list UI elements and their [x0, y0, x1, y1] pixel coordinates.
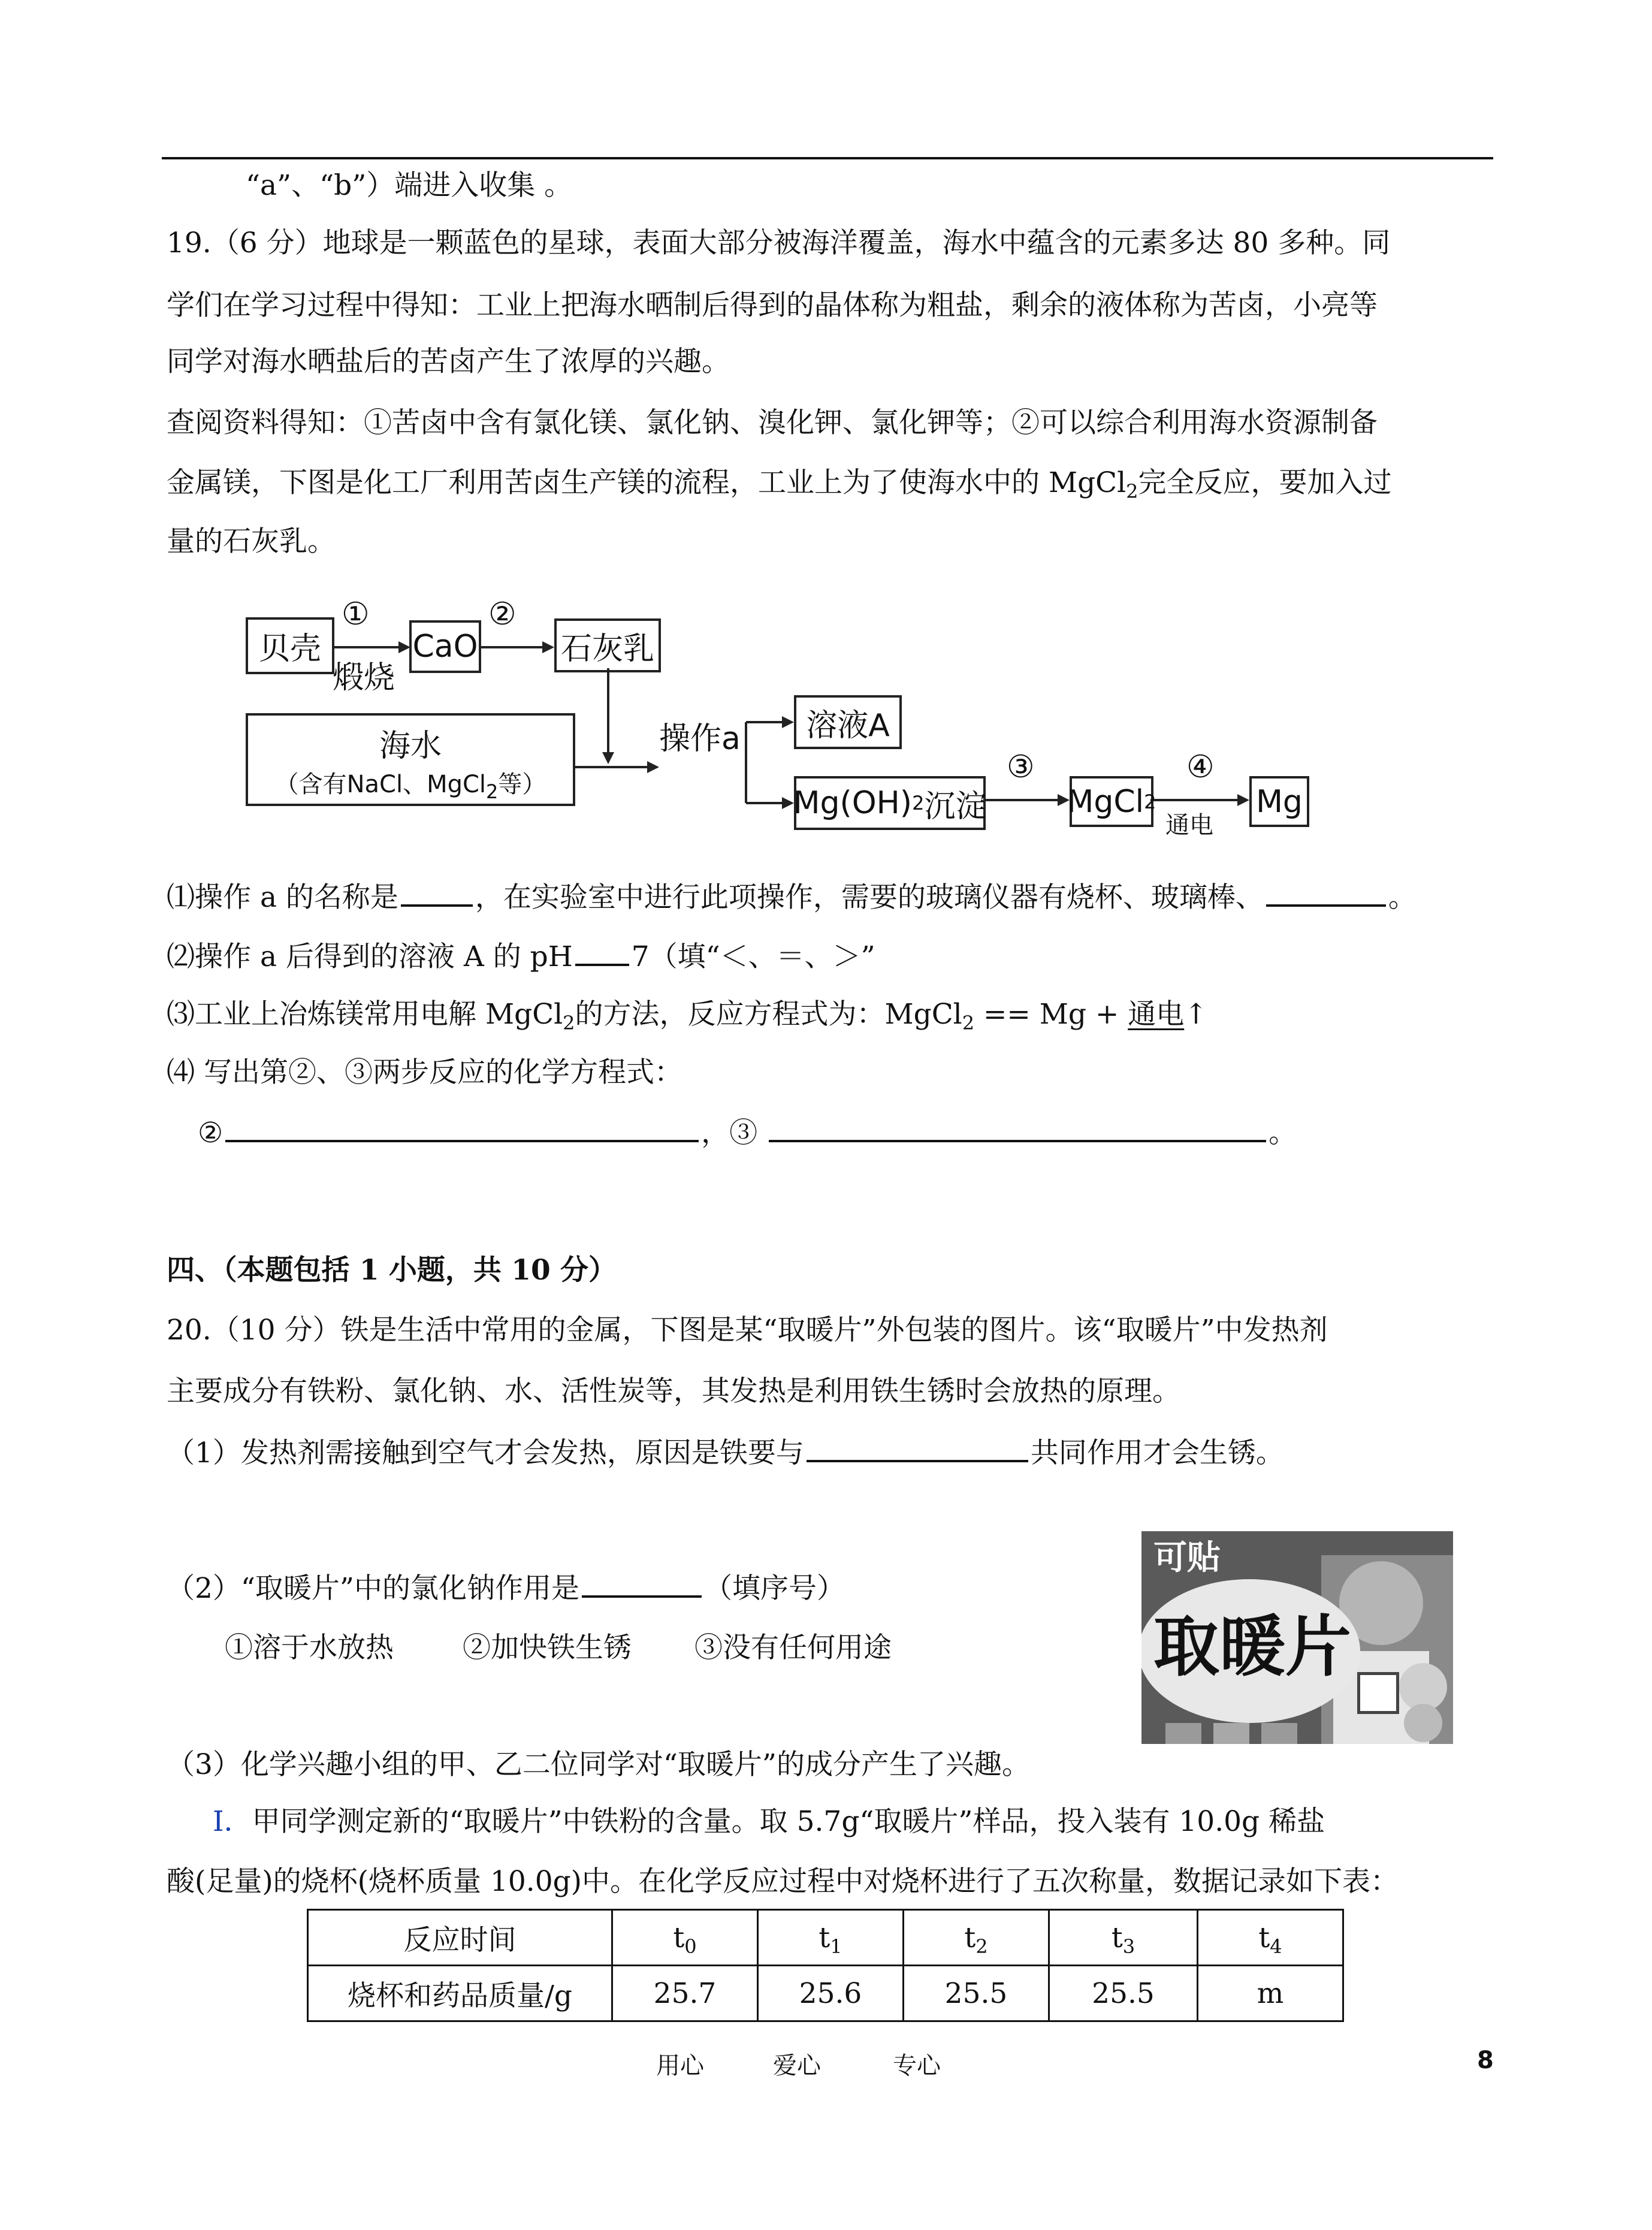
q19-sub-2: ⑵操作 a 后得到的溶液 A 的 pH 7（填“＜、＝、＞” [167, 937, 875, 975]
answer-blank-2 [1266, 878, 1386, 907]
q19-sub-4: ⑷ 写出第②、③两步反应的化学方程式： [167, 1056, 682, 1089]
q19-sub-1: ⑴操作 a 的名称是 ，在实验室中进行此项操作，需要的玻璃仪器有烧杯、玻璃棒、 。 [167, 878, 1417, 916]
mass-data-table [307, 1909, 1344, 2022]
q19-line-3: 同学对海水晒盐后的苦卤产生了浓厚的兴趣。 [167, 345, 730, 378]
q19-line-6: 量的石灰乳。 [167, 525, 336, 558]
answer-blank-1 [401, 878, 473, 907]
node-seawater: 海水 （含有NaCl、MgCl$_2$等） [246, 713, 575, 806]
electrolysis-label: 通电 [1165, 811, 1213, 839]
package-title: 取暖片 [1153, 1609, 1351, 1685]
table-cell: 烧杯和药品质量/g [308, 1966, 612, 2021]
q19-line-4: 查阅资料得知：①苦卤中含有氯化镁、氯化钠、溴化钾、氯化钾等；②可以综合利用海水资源制备 [167, 406, 1378, 439]
table-header-cell: $t_2$ [904, 1910, 1049, 1966]
step-3-label: ③ [1007, 749, 1035, 785]
table-cell: 25.5 [1049, 1966, 1198, 2021]
q20-part-1: （1）发热剂需接触到空气才会发热，原因是铁要与 共同作用才会生锈。 [167, 1434, 1284, 1471]
footer-text-3: 专心 [893, 2052, 941, 2080]
node-lime-milk: 石灰乳 [554, 618, 661, 672]
q20-line-2: 主要成分有铁粉、氯化钠、水、活性炭等，其发热是利用铁生锈时会放热的原理。 [167, 1375, 1180, 1408]
q19-line-5: 金属镁，下图是化工厂利用苦卤生产镁的流程，工业上为了使海水中的 MgCl$_2$完全反应，要加入过 [167, 466, 1392, 503]
q20-options: ①溶于水放热 ②加快铁生锈 ③没有任何用途 [225, 1631, 892, 1664]
package-top-text: 可贴 [1153, 1538, 1221, 1577]
q19-sub-3: ⑶工业上冶炼镁常用电解 MgCl$_2$的方法，反应方程式为：MgCl$_2$ == Mg + 通电↑ [167, 998, 1208, 1034]
table-header-cell: $t_3$ [1049, 1910, 1198, 1966]
seawater-note: （含有NaCl、MgCl$_2$等） [274, 770, 546, 803]
q20-part-2: （2）“取暖片”中的氯化钠作用是 （填序号） [167, 1569, 845, 1607]
step-1-label: ① [342, 596, 370, 632]
q19-line-2: 学们在学习过程中得知：工业上把海水晒制后得到的晶体称为粗盐，剩余的液体称为苦卤，小亮等 [167, 289, 1378, 322]
answer-blank-4 [225, 1114, 699, 1142]
footer-text-1: 用心 [656, 2052, 704, 2080]
answer-blank-5 [769, 1114, 1266, 1142]
table-cell: m [1198, 1966, 1343, 2021]
section-4-heading: 四、（本题包括 1 小题，共 10 分） [167, 1254, 617, 1287]
table-header-cell: $t_1$ [758, 1910, 904, 1966]
answer-blank-6 [807, 1434, 1028, 1462]
table-row [308, 1910, 1343, 1966]
footer-text-2: 爱心 [773, 2052, 821, 2080]
page-number: 8 [1477, 2047, 1494, 2074]
q20-part-3-i-line-1: Ⅰ．甲同学测定新的“取暖片”中铁粉的含量。取 5.7g“取暖片”样品，投入装有 10.0g 稀盐 [213, 1805, 1325, 1838]
table-row [308, 1966, 1343, 2021]
calcine-label: 煅烧 [333, 660, 395, 696]
step-2-label: ② [488, 596, 517, 632]
node-shell: 贝壳 [246, 617, 334, 674]
q20-line-1: 20.（10 分）铁是生活中常用的金属，下图是某“取暖片”外包装的图片。该“取暖片”中发热剂 [167, 1314, 1328, 1347]
node-mgcl2: MgCl 2 [1070, 776, 1153, 827]
table-cell: 25.5 [904, 1966, 1049, 2021]
step-4-label: ④ [1186, 749, 1215, 785]
answer-blank-7 [582, 1569, 702, 1598]
table-cell: 25.7 [612, 1966, 758, 2021]
answer-blank-3 [575, 937, 629, 966]
node-solution-a: 溶液A [794, 695, 902, 749]
previous-question-tail: “a”、“b”）端进入收集 。 [246, 169, 573, 202]
q20-part-3-i-line-2: 酸(足量)的烧杯(烧杯质量 10.0g)中。在化学反应过程中对烧杯进行了五次称量，数据记录如下表： [167, 1865, 1399, 1898]
q19-sub-4-answers: ② ，③ 。 [198, 1114, 1297, 1151]
table-header-cell: 反应时间 [308, 1910, 612, 1966]
table-header-cell: $t_0$ [612, 1910, 758, 1966]
node-cao: CaO [409, 620, 481, 673]
table-cell: 25.6 [758, 1966, 904, 2021]
node-mgoh2-precipitate: Mg(OH) 2 沉淀 [794, 776, 986, 830]
node-mg: Mg [1249, 776, 1309, 827]
q20-part-3: （3）化学兴趣小组的甲、乙二位同学对“取暖片”的成分产生了兴趣。 [167, 1748, 1030, 1781]
hand-warmer-package-image [1141, 1531, 1453, 1744]
table-header-cell: $t_4$ [1198, 1910, 1343, 1966]
operation-a-label: 操作a [659, 721, 741, 757]
q19-line-1: 19.（6 分）地球是一颗蓝色的星球，表面大部分被海洋覆盖，海水中蕴含的元素多达 80 多种。同 [167, 227, 1391, 259]
